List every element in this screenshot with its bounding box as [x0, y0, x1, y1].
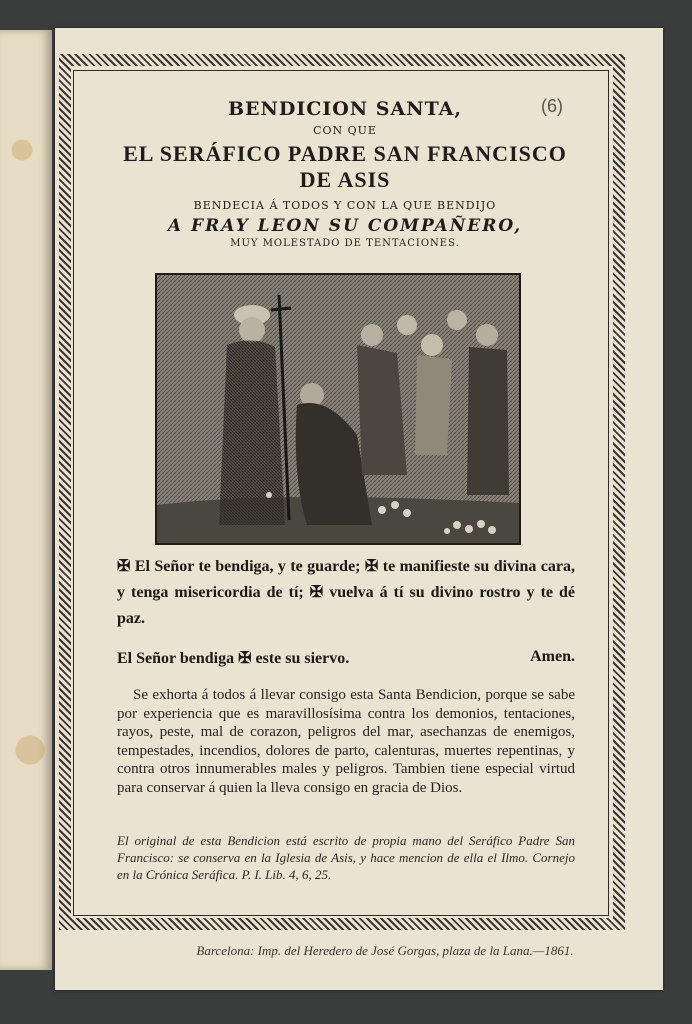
blessing-line-2	[117, 648, 575, 668]
cross-icon: ✠	[238, 650, 252, 667]
cross-icon: ✠	[117, 558, 131, 575]
engraving-saint-francis-blessing-icon	[157, 275, 519, 543]
subtitle-2: A FRAY LEON SU COMPAÑERO,	[167, 216, 523, 236]
imprint-text: Barcelona: Imp. del Heredero de José Gorgas, plaza de la Lana.—1861.	[196, 943, 574, 958]
blessing-line-2a: El Señor bendiga	[117, 650, 235, 667]
subtitle-1: BENDECIA Á TODOS Y CON LA QUE BENDIJO	[193, 199, 497, 212]
subtitle-con-que: CON QUE	[313, 124, 377, 137]
facing-page-edge	[0, 30, 52, 970]
blessing-part-2: te manifieste su divina cara, y tenga misericordia de tí;	[117, 558, 576, 601]
cross-icon: ✠	[309, 584, 324, 601]
amen: Amen.	[530, 648, 575, 665]
blessing-line-2b: este su siervo.	[255, 650, 350, 667]
document-page	[55, 28, 663, 990]
source-note: El original de esta Bendicion está escrito de propia mano del Seráfico Padre San Francisco: se conserva en la Iglesia de Asis, y hace mencion de ella el Ilmo. Cornejo en la Crónica Seráfica. P. I. Lib. 4, 6, 25.	[117, 833, 575, 882]
page-number: (6)	[541, 96, 563, 116]
title: BENDICION SANTA,	[227, 98, 463, 120]
imprint	[155, 943, 615, 959]
engraving-image	[155, 273, 521, 545]
blessing-part-3: vuelva á tí su divino rostro y te dé paz.	[117, 584, 576, 627]
heading-block	[105, 98, 585, 249]
main-title: EL SERÁFICO PADRE SAN FRANCISCO DE ASIS	[123, 141, 567, 192]
blessing-part-1: El Señor te bendiga, y te guarde;	[134, 558, 361, 575]
subtitle-3: MUY MOLESTADO DE TENTACIONES.	[230, 238, 460, 249]
exhortation-paragraph: Se exhorta á todos á llevar consigo esta Santa Bendicion, porque se sabe por experiencia que es maravillosísima contra los demonios, tentaciones, rayos, peste, mal de corazon, peligros del mar, asechanzas de enemigos, tempestades, incendios, dolores de parto, calenturas, muertes repentinas, y contra otros innumerables males y peligros. Tambien tiene especial virtud para conservar á quien la lleva consigo en gracia de Dios.	[117, 687, 575, 796]
cross-icon: ✠	[364, 558, 379, 575]
blessing-text	[117, 554, 575, 632]
